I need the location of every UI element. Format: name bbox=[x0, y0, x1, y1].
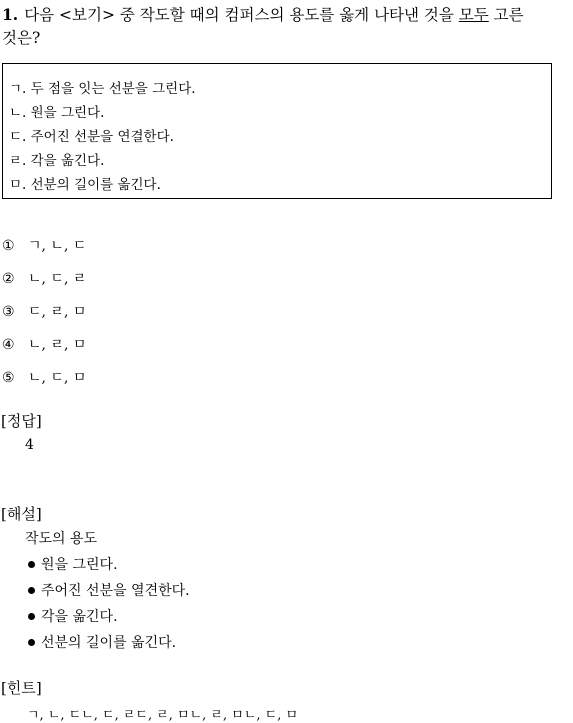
choice-3[interactable] bbox=[2, 301, 86, 321]
choice-text: ㄷ, ㄹ, ㅁ bbox=[28, 304, 87, 320]
question-text-after: 고른 bbox=[488, 6, 524, 24]
choice-text: ㄱ, ㄴ, ㄷ bbox=[28, 238, 87, 254]
question-underlined: 모두 bbox=[458, 6, 489, 24]
choice-mark: ③ bbox=[2, 304, 15, 320]
question-line-2: 것은? bbox=[2, 29, 41, 47]
bullet-text: 원을 그린다. bbox=[41, 557, 118, 573]
bullet-icon bbox=[28, 561, 35, 568]
explanation-bullet bbox=[25, 632, 176, 652]
bullet-text: 선분의 길이를 옮긴다. bbox=[41, 635, 177, 651]
answer-heading: [정답] bbox=[1, 412, 42, 430]
hint-text: ㄱ, ㄴ, ㄷㄴ, ㄷ, ㄹㄷ, ㄹ, ㅁㄴ, ㄹ, ㅁㄴ, ㄷ, ㅁ bbox=[27, 708, 299, 723]
bullet-icon bbox=[28, 613, 35, 620]
choice-text: ㄴ, ㄷ, ㄹ bbox=[28, 271, 87, 287]
choice-mark: ④ bbox=[2, 337, 15, 353]
choice-mark: ⑤ bbox=[2, 370, 15, 386]
question-number: 1. bbox=[2, 5, 19, 24]
bogi-item: ㄴ. 원을 그린다. bbox=[9, 105, 105, 121]
bogi-item: ㅁ. 선분의 길이를 옮긴다. bbox=[9, 177, 161, 193]
bullet-icon bbox=[28, 587, 35, 594]
choice-2[interactable] bbox=[2, 268, 86, 288]
bogi-item: ㄹ. 각을 옮긴다. bbox=[9, 153, 105, 169]
choice-1[interactable] bbox=[2, 235, 86, 255]
question-line-1 bbox=[2, 3, 524, 25]
answer-value: 4 bbox=[25, 437, 34, 453]
choice-5[interactable] bbox=[2, 367, 86, 387]
bogi-box bbox=[2, 63, 552, 199]
bullet-icon bbox=[28, 639, 35, 646]
explanation-title: 작도의 용도 bbox=[25, 531, 98, 547]
bogi-item: ㄱ. 두 점을 잇는 선분을 그린다. bbox=[9, 81, 196, 97]
bullet-text: 각을 옮긴다. bbox=[41, 609, 118, 625]
explanation-bullet bbox=[25, 580, 190, 600]
explanation-bullet bbox=[25, 554, 118, 574]
hint-heading: [힌트] bbox=[1, 679, 42, 697]
bogi-item: ㄷ. 주어진 선분을 연결한다. bbox=[9, 129, 174, 145]
bullet-text: 주어진 선분을 열견한다. bbox=[41, 583, 190, 599]
explanation-heading: [해설] bbox=[1, 505, 42, 523]
explanation-bullet bbox=[25, 606, 118, 626]
choice-text: ㄴ, ㄷ, ㅁ bbox=[28, 370, 87, 386]
choice-mark: ② bbox=[2, 271, 15, 287]
choice-4[interactable] bbox=[2, 334, 86, 354]
question-text-before: 다음 <보기> 중 작도할 때의 컴퍼스의 용도를 옳게 나타낸 것을 bbox=[24, 6, 459, 24]
choice-text: ㄴ, ㄹ, ㅁ bbox=[28, 337, 87, 353]
choice-mark: ① bbox=[2, 238, 15, 254]
